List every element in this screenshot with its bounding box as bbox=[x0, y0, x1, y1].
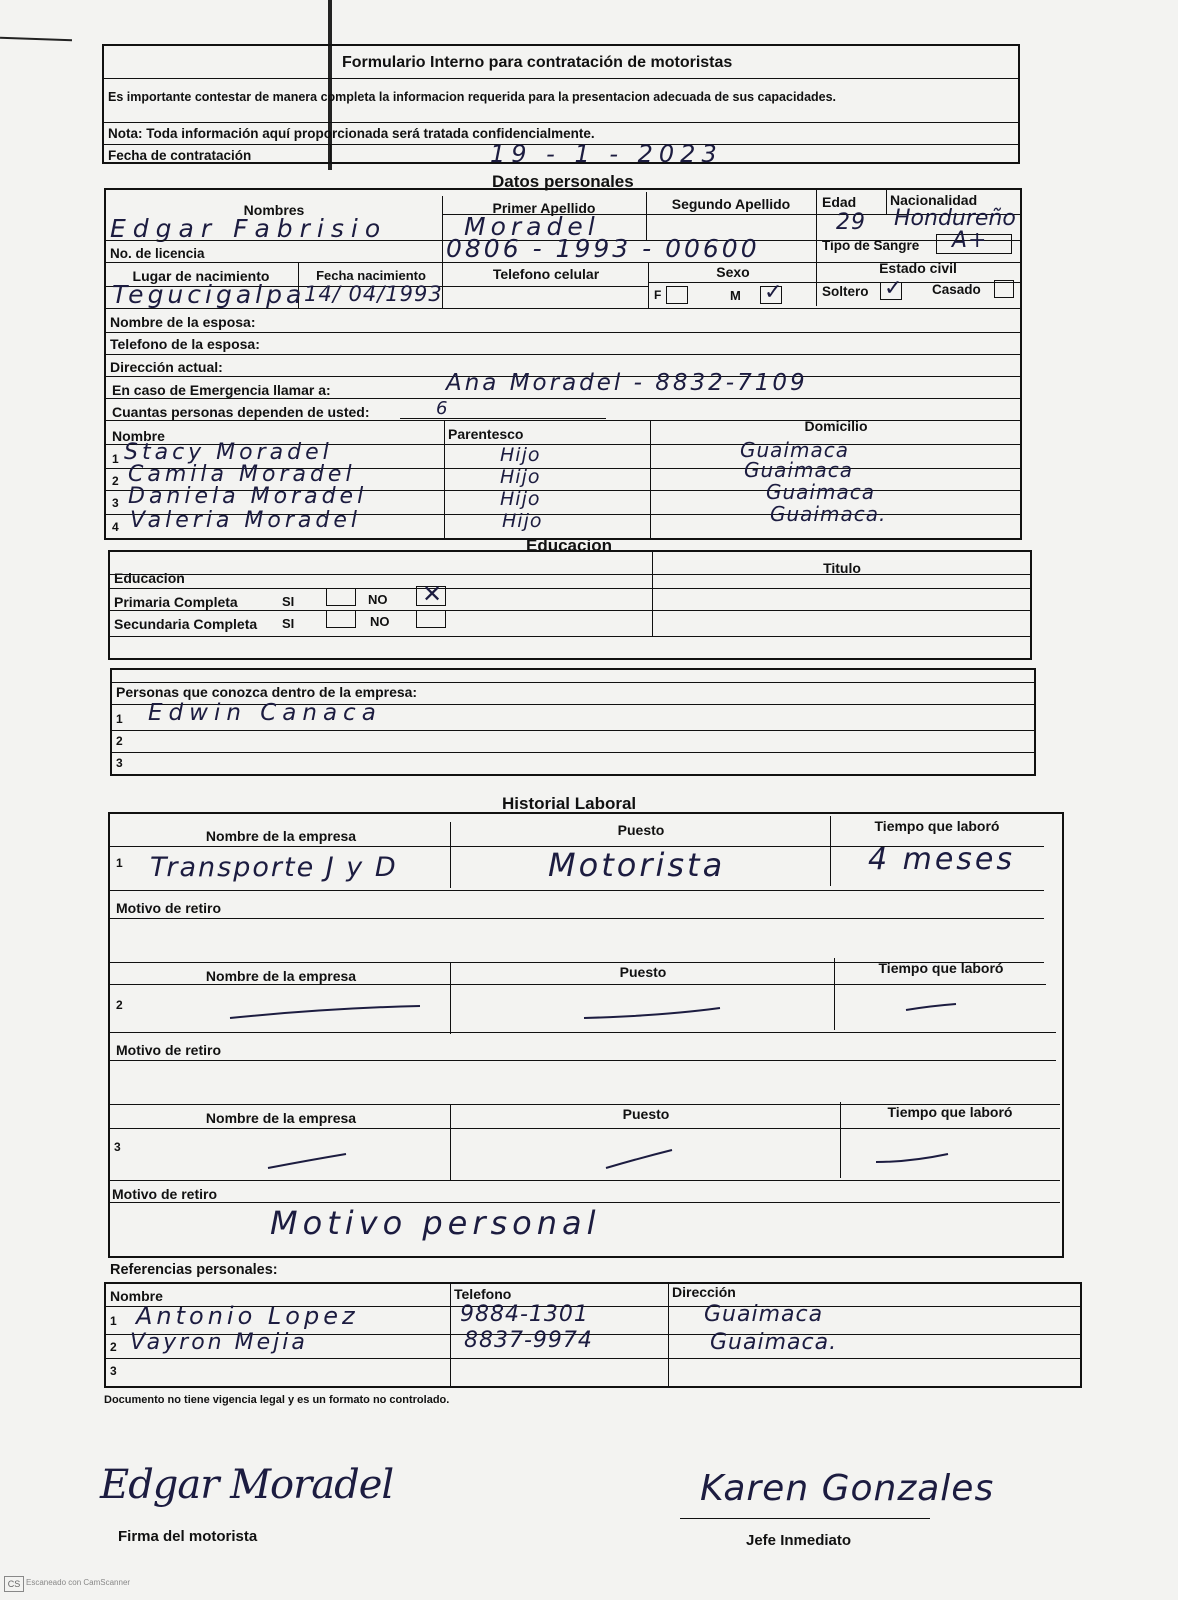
fecha-nacimiento-label: Fecha nacimiento bbox=[316, 268, 426, 283]
emergencia-label: En caso de Emergencia llamar a: bbox=[112, 382, 331, 398]
dep-row-home[interactable]: Guaimaca bbox=[766, 480, 875, 504]
job-empresa[interactable]: Transporte J y D bbox=[150, 852, 398, 883]
dep-row-name[interactable]: Camila Moradel bbox=[128, 462, 356, 487]
motivo-label: Motivo de retiro bbox=[116, 1042, 222, 1058]
acq-row-num: 1 bbox=[116, 712, 123, 726]
dep-row-home[interactable]: Guaimaca. bbox=[770, 502, 887, 526]
instructions-text: Es importante contestar de manera completa la informacion requerida para la presentacion adecuada de sus capacidades. bbox=[108, 90, 837, 104]
licencia-value[interactable]: 0806 - 1993 - 00600 bbox=[446, 234, 760, 263]
boss-signature: Karen Gonzales bbox=[700, 1468, 995, 1509]
primaria-si-label: SI bbox=[282, 594, 295, 609]
edad-value[interactable]: 29 bbox=[836, 210, 866, 235]
dependen-label: Cuantas personas dependen de usted: bbox=[112, 404, 370, 420]
puesto-label: Puesto bbox=[619, 964, 667, 980]
esposa-label: Nombre de la esposa: bbox=[110, 314, 256, 330]
references-section-title: Referencias personales: bbox=[110, 1262, 278, 1278]
casado-label: Casado bbox=[932, 282, 981, 297]
ref-row-tel[interactable]: 8837-9974 bbox=[464, 1328, 593, 1353]
ref-row-dir[interactable]: Guaimaca. bbox=[710, 1330, 838, 1355]
acq-row-name[interactable]: Edwin Canaca bbox=[148, 700, 382, 726]
education-col-label: Educacion bbox=[114, 570, 185, 586]
puesto-label: Puesto bbox=[622, 1106, 670, 1122]
ref-row-num: 1 bbox=[110, 1314, 117, 1328]
nombres-label: Nombres bbox=[243, 202, 305, 218]
ref-row-name[interactable]: Vayron Mejia bbox=[130, 1330, 308, 1355]
camscanner-text: Escaneado con CamScanner bbox=[26, 1578, 131, 1587]
tel-esposa-label: Telefono de la esposa: bbox=[110, 336, 260, 352]
ref-direccion-label: Dirección bbox=[672, 1284, 736, 1300]
sexo-label: Sexo bbox=[716, 264, 750, 280]
ref-row-name[interactable]: Antonio Lopez bbox=[136, 1302, 359, 1330]
nacionalidad-value[interactable]: Hondureño bbox=[894, 206, 1016, 231]
work-history-section-title: Historial Laboral bbox=[502, 794, 637, 813]
dependen-value[interactable]: 6 bbox=[436, 398, 449, 419]
dep-row-name[interactable]: Daniela Moradel bbox=[128, 484, 368, 509]
education-section-title: Educacion bbox=[526, 536, 612, 555]
ref-nombre-label: Nombre bbox=[110, 1288, 163, 1304]
sexo-m-label: M bbox=[730, 288, 741, 303]
empresa-label: Nombre de la empresa bbox=[205, 828, 357, 844]
soltero-mark: ✓ bbox=[884, 276, 904, 301]
sangre-value[interactable]: A+ bbox=[952, 228, 988, 253]
sexo-m-mark: ✓ bbox=[764, 280, 784, 305]
acq-row-num: 2 bbox=[116, 734, 123, 748]
lugar-nacimiento-value[interactable]: Tegucigalpa bbox=[112, 280, 306, 309]
sangre-label: Tipo de Sangre bbox=[822, 238, 920, 253]
nombres-value[interactable]: Edgar Fabrisio bbox=[110, 214, 388, 243]
estado-civil-label: Estado civil bbox=[879, 260, 957, 276]
sexo-f-label: F bbox=[654, 288, 662, 302]
lugar-nacimiento-label: Lugar de nacimiento bbox=[132, 268, 270, 284]
motivo-label: Motivo de retiro bbox=[112, 1186, 218, 1202]
tiempo-label: Tiempo que laboró bbox=[878, 960, 1004, 976]
tiempo-label: Tiempo que laboró bbox=[887, 1104, 1013, 1120]
dep-row-rel[interactable]: Hijo bbox=[500, 444, 541, 466]
titulo-label: Titulo bbox=[823, 560, 861, 576]
motivo-label: Motivo de retiro bbox=[116, 900, 222, 916]
dep-row-num: 1 bbox=[112, 452, 119, 466]
camscanner-logo-icon: CS bbox=[4, 1576, 24, 1592]
firma-motorista-label: Firma del motorista bbox=[118, 1528, 258, 1545]
dep-row-num: 2 bbox=[112, 474, 119, 488]
job-motivo[interactable]: Motivo personal bbox=[270, 1204, 601, 1242]
dep-row-home[interactable]: Guaimaca bbox=[744, 458, 853, 482]
dep-row-name[interactable]: Valeria Moradel bbox=[130, 508, 361, 533]
dep-row-rel[interactable]: Hijo bbox=[500, 488, 541, 510]
hire-date-value[interactable]: 19 - 1 - 2023 bbox=[490, 140, 723, 168]
secundaria-no-label: NO bbox=[370, 614, 390, 629]
dep-row-name[interactable]: Stacy Moradel bbox=[124, 440, 333, 465]
job-tiempo[interactable]: 4 meses bbox=[868, 842, 1016, 877]
primer-apellido-value[interactable]: Moradel bbox=[464, 212, 600, 241]
ref-row-num: 2 bbox=[110, 1340, 117, 1354]
dep-row-home[interactable]: Guaimaca bbox=[740, 438, 849, 462]
job-num: 3 bbox=[114, 1140, 121, 1154]
nacionalidad-label: Nacionalidad bbox=[890, 192, 978, 208]
job-puesto[interactable]: Motorista bbox=[548, 846, 726, 884]
primaria-no-label: NO bbox=[368, 592, 388, 607]
emergencia-value[interactable]: Ana Moradel - 8832-7109 bbox=[446, 370, 808, 396]
dependents-domicilio-label: Domicilio bbox=[804, 418, 868, 434]
primaria-no-mark: ✕ bbox=[422, 580, 444, 608]
ref-row-dir[interactable]: Guaimaca bbox=[704, 1302, 824, 1327]
personal-section-title: Datos personales bbox=[492, 172, 634, 191]
secundaria-si-label: SI bbox=[282, 616, 295, 631]
empresa-label: Nombre de la empresa bbox=[205, 1110, 357, 1126]
primer-apellido-label: Primer Apellido bbox=[492, 200, 596, 216]
dep-row-rel[interactable]: Hijo bbox=[500, 466, 541, 488]
telefono-celular-label: Telefono celular bbox=[492, 266, 600, 282]
acquaintances-label: Personas que conozca dentro de la empresa: bbox=[116, 684, 418, 700]
job-num: 2 bbox=[116, 998, 123, 1012]
disclaimer-text: Documento no tiene vigencia legal y es un formato no controlado. bbox=[104, 1394, 450, 1406]
ref-telefono-label: Telefono bbox=[454, 1286, 512, 1302]
hire-date-label: Fecha de contratación bbox=[108, 148, 252, 163]
ref-row-num: 3 bbox=[110, 1364, 117, 1378]
dependents-nombre-label: Nombre bbox=[112, 428, 165, 444]
fecha-nacimiento-value[interactable]: 14/ 04/1993 bbox=[304, 282, 443, 306]
confidentiality-note: Nota: Toda información aquí proporcionada será tratada confidencialmente. bbox=[108, 126, 595, 141]
dep-row-num: 4 bbox=[112, 520, 119, 534]
dep-row-rel[interactable]: Hijo bbox=[502, 510, 543, 532]
direccion-label: Dirección actual: bbox=[110, 359, 223, 375]
licencia-label: No. de licencia bbox=[110, 246, 205, 261]
tiempo-label: Tiempo que laboró bbox=[874, 818, 1000, 834]
acq-row-num: 3 bbox=[116, 756, 123, 770]
ref-row-tel[interactable]: 9884-1301 bbox=[460, 1302, 589, 1327]
soltero-label: Soltero bbox=[822, 284, 869, 299]
job-num: 1 bbox=[116, 856, 123, 870]
dep-row-num: 3 bbox=[112, 496, 119, 510]
segundo-apellido-label: Segundo Apellido bbox=[671, 196, 791, 212]
puesto-label: Puesto bbox=[617, 822, 665, 838]
dependents-parentesco-label: Parentesco bbox=[448, 426, 524, 442]
edad-label: Edad bbox=[822, 194, 857, 210]
driver-signature: Edgar Moradel bbox=[100, 1462, 394, 1508]
empresa-label: Nombre de la empresa bbox=[205, 968, 357, 984]
secundaria-label: Secundaria Completa bbox=[114, 616, 258, 632]
form-title: Formulario Interno para contratación de motoristas bbox=[342, 54, 733, 71]
jefe-inmediato-label: Jefe Inmediato bbox=[746, 1532, 852, 1549]
primaria-label: Primaria Completa bbox=[114, 594, 238, 610]
